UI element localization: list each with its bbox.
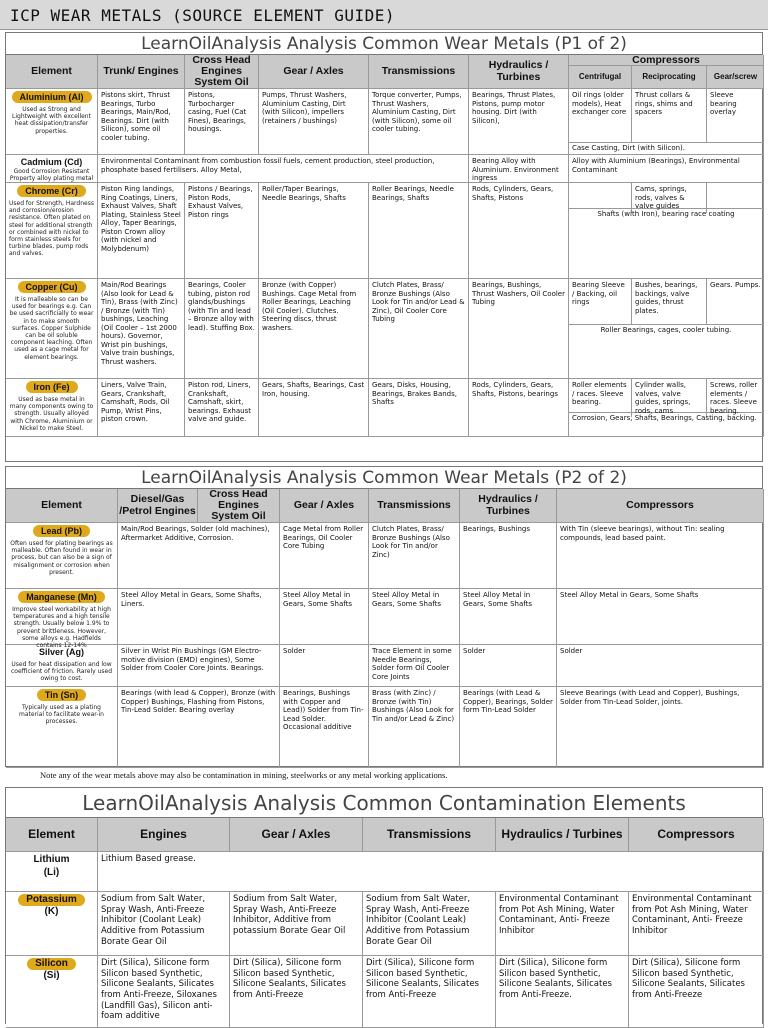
cell: Clutch Plates, Brass/ Bronze Bushings (Also Look for Tin and/or Lead & Zinc), Oil Cooler Core Tubing <box>369 279 469 379</box>
cell: Oil rings (older models), Heat exchanger core <box>569 89 632 142</box>
cell: Bearing Sleeve / Backing, oil rings <box>569 279 632 324</box>
cell: Dirt (Silica), Silicone form Silicon based Synthetic, Silicone Sealants, Silicates from Anti-Freeze <box>629 956 764 1028</box>
cell: Cylinder walls, valves, valve guides, springs, rods, cams <box>632 379 707 417</box>
cell: Environmental Contaminant from combustion fossil fuels, cement production, steel production, phosphate based fertilisers. Alloy Metal, <box>98 155 469 183</box>
element-chrome <box>6 183 98 279</box>
header-gear: Gear / Axles <box>280 489 369 523</box>
cell: Bronze (with Copper) Bushings. Cage Metal from Roller Bearings, Leaching (Oil Cooler). Clutches. Steering discs, thrust washers. <box>259 279 369 379</box>
element-name: Cadmium (Cd) <box>20 157 83 167</box>
cell: Solder <box>280 645 369 687</box>
cell: Environmental Contaminant from Pot Ash Mining, Water Contaminant, Anti- Freeze Inhibitor <box>496 892 629 956</box>
cell: Dirt (Silica), Silicone form Silicon based Synthetic, Silicone Sealants, Silicates from Anti-Freeze, Siloxanes (Landfill Gas), Silicon anti-foam additive <box>98 956 230 1028</box>
header-transmissions: Transmissions <box>369 489 460 523</box>
header-compressors: Compressors <box>557 489 764 523</box>
element-lithium <box>6 852 98 892</box>
cell: Sodium from Salt Water, Spray Wash, Anti-Freeze Inhibitor (Coolant Leak) Additive from Potassium Borate Gear Oil <box>98 892 230 956</box>
cell: Roller Bearings, Needle Bearings, Shafts <box>369 183 469 279</box>
cell: Screws, roller elements / races. Sleeve bearing. <box>710 381 758 415</box>
footnote: Note any of the wear metals above may also be contamination in mining, steelworks or any metal working applications. <box>40 770 448 780</box>
cell: Case Casting, Dirt (with Silicon). <box>572 144 685 152</box>
cell: Roller Bearings, cages, cooler tubing. <box>600 326 732 334</box>
element-desc: It is malleable so can be used for bearings e.g. Can be used sacrificially to wear in to make smooth surfaces. Copper Sulphide can be oil soluble component leaching. Often used as a cage metal for element bearings. <box>9 296 94 361</box>
cell: Cage Metal from Roller Bearings, Oil Cooler Core Tubing <box>280 523 369 589</box>
element-cadmium <box>6 155 98 183</box>
table-title: LearnOilAnalysis Analysis Common Wear Metals (P1 of 2) <box>6 33 762 55</box>
cell: Cams, springs, rods, valves & valve guides <box>632 183 707 213</box>
cell: Pistons, Turbocharger casing, Fuel (Cat Fines), Bearings, housings. <box>185 89 259 155</box>
cell: Pumps, Thrust Washers, Aluminium Casting, Dirt (with Silicon), impellers (retainers / bushings) <box>259 89 369 155</box>
header-gear: Gear / Axles <box>230 818 363 852</box>
table-title: LearnOilAnalysis Analysis Common Contamination Elements <box>6 788 762 818</box>
element-tin <box>6 687 118 768</box>
cell <box>707 183 764 213</box>
element-lead <box>6 523 118 589</box>
element-name: Lithium <box>33 854 70 865</box>
element-silver <box>6 645 118 687</box>
header-hydraulics: Hydraulics / Turbines <box>469 55 569 89</box>
cell: Bearings, Bushings, Thrust Washers, Oil Cooler Tubing <box>469 279 569 379</box>
cell: Silver in Wrist Pin Bushings (GM Electro-motive division (EMD) engines), Some Solder from Cooler Core Joints. Bearings. <box>118 645 280 687</box>
cell: Bearings, Thrust Plates, Pistons, pump motor housing. Dirt (with Silicon), <box>469 89 569 155</box>
cell: Gears, Disks, Housing, Bearings, Brakes Bands, Shafts <box>369 379 469 437</box>
header-transmissions: Transmissions <box>369 55 469 89</box>
cell <box>569 183 632 213</box>
header-crosshead: Cross Head Engines System Oil <box>198 489 280 523</box>
header-gearscrew: Gear/screw <box>713 71 758 81</box>
cell: Trace Element in some Needle Bearings, Solder form Oil Cooler Core Joints <box>369 645 460 687</box>
element-name: Aluminium (Al) <box>12 91 92 103</box>
element-symbol: (K) <box>44 906 59 917</box>
cell: Steel Alloy Metal in Gears, Some Shafts <box>557 589 764 645</box>
cell: Clutch Plates, Brass/ Bronze Bushings (Also Look for Tin and/or Zinc) <box>369 523 460 589</box>
compressor-cell <box>569 89 764 155</box>
element-name: Silicon <box>27 958 76 970</box>
element-name: Potassium <box>18 894 85 906</box>
cell: Rods, Cylinders, Gears, Shafts, Pistons, bearings <box>469 379 569 437</box>
cell: Brass (with Zinc) / Bronze (with Tin) Bushings (Also Look for Tin and/or Lead & Zinc) <box>369 687 460 768</box>
element-desc: Improve steel workability at high temperatures and a high tensile strength. Usually below 1.9% to prevent brittleness. However, some alloys e.g. Hadfields contains 12-14% <box>12 606 111 649</box>
element-manganese <box>6 589 118 649</box>
cell: Corrosion, Gears, Shafts, Bearings, Casting, backing. <box>572 414 757 422</box>
wear-metals-table-p1 <box>5 32 763 462</box>
cell: Thrust collars & rings, shims and spacers <box>632 89 707 142</box>
cell: Shafts (with Iron), bearing race coating <box>597 210 735 218</box>
cell: Bearings (with lead & Copper), Bronze (with Copper) Bushings, Flashing from Pistons, Tin-Lead Solder. Bearing overlay <box>118 687 280 768</box>
cell: Pistons / Bearings, Piston Rods, Exhaust Valves, Piston rings <box>185 183 259 279</box>
cell: Steel Alloy Metal in Gears, Some Shafts <box>369 589 460 645</box>
header-compressors-label: Compressors <box>569 55 763 66</box>
element-silicon <box>6 956 98 1028</box>
cell: Dirt (Silica), Silicone form Silicon based Synthetic, Silicone Sealants, Silicates from Anti-Freeze <box>230 956 363 1028</box>
cell: Environmental Contaminant from Pot Ash Mining, Water Contaminant, Anti- Freeze Inhibitor <box>629 892 764 956</box>
cell: Steel Alloy Metal in Gears, Some Shafts <box>460 589 557 645</box>
header-gear: Gear / Axles <box>259 55 369 89</box>
element-desc: Often used for plating bearings as malleable. Often found in wear in process, but can also be a sign of misalignment or corrosion when present. <box>10 540 113 576</box>
header-reciprocating: Reciprocating <box>632 66 707 88</box>
cell: Torque converter, Pumps, Thrust Washers, Aluminium Casting, Dirt (with Silicon), some oil cooler tubing. <box>369 89 469 155</box>
cell: Dirt (Silica), Silicone form Silicon based Synthetic, Silicone Sealants, Silicates from Anti-Freeze. <box>496 956 629 1028</box>
cell: Steel Alloy Metal in Gears, Some Shafts, Liners. <box>118 589 280 645</box>
page-banner: ICP WEAR METALS (SOURCE ELEMENT GUIDE) <box>0 0 768 30</box>
element-name: Iron (Fe) <box>26 381 78 393</box>
header-element: Element <box>6 489 118 523</box>
element-name: Lead (Pb) <box>33 525 90 537</box>
header-engines: Engines <box>98 818 230 852</box>
element-desc: Used for heat dissipation and low coefficient of friction. Rarely used owing to cost. <box>10 660 113 683</box>
compressor-cell <box>569 379 764 437</box>
header-compressors <box>569 55 764 89</box>
contamination-table <box>5 787 763 1024</box>
element-name: Tin (Sn) <box>37 689 86 701</box>
cell: Sodium from Salt Water, Spray Wash, Anti-Freeze Inhibitor, Additive from potassium Borate Gear Oil <box>230 892 363 956</box>
header-hydraulics: Hydraulics / Turbines <box>496 818 629 852</box>
element-desc: Used as Strong and Lightweight with excellent heat dissipation/transfer properties. <box>12 106 91 135</box>
element-symbol: (Si) <box>43 970 60 981</box>
cell: Dirt (Silica), Silicone form Silicon based Synthetic, Silicone Sealants, Silicates from Anti-Freeze <box>363 956 496 1028</box>
cell: Gears. Pumps. <box>710 281 761 289</box>
cell: With Tin (sleeve bearings), without Tin: sealing compounds, lead based paint. <box>557 523 764 589</box>
element-desc: Used as base metal in many components owing to strength. Usually alloyed with Chrome, Aluminium or Nickel to make Steel. <box>9 396 94 432</box>
cell: Liners, Valve Train, Gears, Crankshaft, Camshaft, Rods, Oil Pump, Wrist Pins, piston crown. <box>98 379 185 437</box>
header-element: Element <box>6 818 98 852</box>
header-diesel: Diesel/Gas /Petrol Engines <box>118 489 198 523</box>
cell: Solder <box>557 645 764 687</box>
cell: Bearings, Bushings <box>460 523 557 589</box>
element-name: Silver (Ag) <box>38 647 84 657</box>
header-centrifugal: Centrifugal <box>569 66 632 88</box>
element-copper <box>6 279 98 379</box>
cell: Solder <box>460 645 557 687</box>
cell: Lithium Based grease. <box>98 852 764 892</box>
element-aluminium <box>6 89 98 155</box>
cell: Piston rod, Liners, Crankshaft, Camshaft, skirt, bearings. Exhaust valve and guide. <box>185 379 259 437</box>
cell: Sleeve Bearings (with Lead and Copper), Bushings, Solder from Tin-Lead Solder, joints. <box>557 687 764 768</box>
cell: Main/Rod Bearings, Solder (old machines), Aftermarket Additive, Corrosion. <box>118 523 280 589</box>
compressor-cell <box>569 279 764 379</box>
cell: Piston Ring landings, Ring Coatings, Liners, Exhaust Valves, Shaft Plating, Stainless Steel Alloy, Taper Bearings, Piston Crown alloy (with nickel and Molybdenum) <box>98 183 185 279</box>
cell: Bearing Alloy with Aluminium. Environment ingress <box>469 155 569 183</box>
cell: Sleeve bearing overlay <box>710 91 737 117</box>
cell: Steel Alloy Metal in Gears, Some Shafts <box>280 589 369 645</box>
cell: Main/Rod Bearings (Also look for Lead & Tin), Brass (with Zinc) / Bronze (with Tin) bushings, Leaching (Oil Cooler – 1st 2000 hours). Governor, Wrist pin bushings, Valve train bushings, Thrust washers. <box>98 279 185 379</box>
element-name: Manganese (Mn) <box>18 591 105 603</box>
wear-metals-table-p2 <box>5 466 763 767</box>
cell: Alloy with Aluminium (Bearings), Environmental Contaminant <box>569 155 764 183</box>
element-symbol: (Li) <box>43 866 60 878</box>
cell: Bearings, Bushings with Copper and Lead)) Solder from Tin-Lead Solder. Occasional additive <box>280 687 369 768</box>
cell: Roller elements / races. Sleeve bearing. <box>569 379 632 417</box>
header-element: Element <box>6 55 98 89</box>
header-crosshead: Cross Head Engines System Oil <box>185 55 259 89</box>
element-name: Copper (Cu) <box>18 281 86 293</box>
cell: Bearings (with Lead & Copper), Bearings, Solder form Tin-Lead Solder <box>460 687 557 768</box>
cell: Bearings, Cooler tubing, piston rod glands/bushings (with Tin and lead – Bronze alloy with lead). Stuffing Box. <box>185 279 259 379</box>
element-desc: Good Corrosion Resistant Property alloy plating metal <box>9 167 94 183</box>
header-transmissions: Transmissions <box>363 818 496 852</box>
cell: Bushes, bearings, backings, valve guides, thrust plates. <box>632 279 707 324</box>
table-title: LearnOilAnalysis Analysis Common Wear Metals (P2 of 2) <box>6 467 762 489</box>
cell: Pistons skirt, Thrust Bearings, Turbo Bearings, Main/Rod, Bearings. Dirt (with Silicon), some oil cooler tubing. <box>98 89 185 155</box>
cell: Rods, Cylinders, Gears, Shafts, Pistons <box>469 183 569 279</box>
compressor-cell <box>569 183 764 279</box>
header-compressors: Compressors <box>629 818 764 852</box>
header-hydraulics: Hydraulics / Turbines <box>460 489 557 523</box>
element-potassium <box>6 892 98 956</box>
header-trunk: Trunk/ Engines <box>98 55 185 89</box>
element-desc: Typically used as a plating material to facilitate wear-in processes. <box>19 704 104 726</box>
cell: Gears, Shafts, Bearings, Cast Iron, housing. <box>259 379 369 437</box>
element-iron <box>6 379 98 437</box>
element-desc: Used for Strength, Hardness and corrosion/erosion resistance. Often plated on steel for additional strength or combined with nickel to form stainless steels for turbine blades, pump rods and valves. <box>9 200 94 258</box>
cell: Roller/Taper Bearings, Needle Bearings, Shafts <box>259 183 369 279</box>
element-name: Chrome (Cr) <box>17 185 86 197</box>
cell: Sodium from Salt Water, Spray Wash, Anti-Freeze Inhibitor (Coolant Leak) Additive from Potassium Borate Gear Oil <box>363 892 496 956</box>
